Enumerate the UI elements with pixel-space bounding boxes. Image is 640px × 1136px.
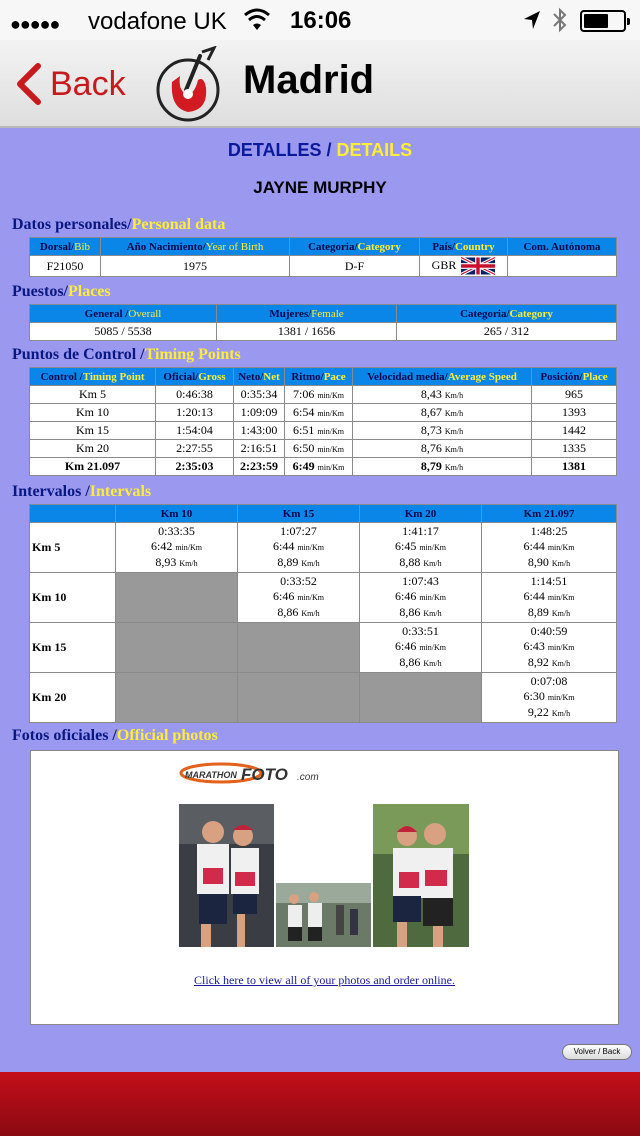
- column-header-empty: [30, 505, 116, 523]
- gross-time: 0:46:38: [156, 386, 234, 404]
- interval-cell: 0:07:08 6:30 min/Km 9,22 Km/h: [482, 673, 617, 723]
- bluetooth-icon: [552, 7, 568, 33]
- interval-speed: 8,88: [399, 555, 421, 569]
- details-heading-es: DETALLES: [227, 140, 322, 160]
- column-header: Km 21.097: [482, 505, 617, 523]
- interval-time: 0:40:59: [530, 624, 568, 638]
- section-title-en: Timing Points: [144, 346, 241, 363]
- interval-pace: 6:45: [394, 539, 417, 553]
- official-photos-panel: [30, 750, 619, 1025]
- interval-time: 0:07:08: [530, 674, 568, 688]
- interval-speed: 8,86: [399, 655, 421, 669]
- back-label: Back: [50, 64, 126, 103]
- interval-pace: 6:30: [523, 689, 545, 703]
- section-title-timing-points: [12, 346, 241, 364]
- net-time: 0:35:34: [234, 386, 285, 404]
- interval-cell: 1:07:27 6:44 min/Km 8,89 Km/h: [238, 523, 360, 573]
- column-header: Categoria/Category: [290, 238, 420, 256]
- interval-pace: 6:42: [150, 539, 173, 553]
- battery-icon: [580, 10, 626, 32]
- interval-time: 1:07:27: [280, 524, 317, 538]
- gross-time: 2:27:55: [156, 440, 234, 458]
- logo-text-marathon: MARATHON: [185, 770, 237, 780]
- pace-cell: 6:51 min/Km: [285, 422, 353, 440]
- interval-row-label: Km 15: [30, 623, 116, 673]
- column-header: Dorsal/Bib: [30, 238, 101, 256]
- section-title-es: Puntos de Control /: [12, 346, 145, 363]
- column-header: General /Overall: [30, 305, 217, 323]
- bib-value: F21050: [30, 256, 101, 277]
- interval-row-label: Km 5: [30, 523, 116, 573]
- section-title-en: Official photos: [116, 727, 218, 744]
- interval-pace: 6:43: [523, 639, 545, 653]
- country-cell: [420, 256, 508, 277]
- interval-speed: 8,89: [527, 605, 549, 619]
- logo-text-com: .com: [297, 772, 319, 783]
- interval-cell-empty: [116, 573, 238, 623]
- column-header: Categoria/Category: [397, 305, 617, 323]
- runner-name: JAYNE MURPHY: [253, 178, 387, 197]
- net-time: 1:09:09: [234, 404, 285, 422]
- interval-row-label: Km 20: [30, 673, 116, 723]
- section-title-official-photos: [12, 727, 218, 745]
- carrier-name: vodafone UK: [88, 8, 227, 35]
- status-bar: [0, 0, 640, 40]
- interval-cell: 1:07:43 6:46 min/Km 8,86 Km/h: [360, 573, 482, 623]
- uk-flag-icon: [461, 256, 495, 276]
- interval-row-label: Km 10: [30, 573, 116, 623]
- photo-image: [373, 804, 469, 947]
- category-place-value: 265 / 312: [397, 323, 617, 341]
- timing-point: Km 10: [30, 404, 156, 422]
- section-title-places: [12, 283, 111, 301]
- table-row: [30, 440, 617, 458]
- column-header: País/Country: [420, 238, 508, 256]
- logo-text-foto: FOTO: [241, 765, 288, 784]
- navigation-bar: [0, 40, 640, 128]
- app-logo-icon: [152, 46, 228, 126]
- interval-pace: 6:46: [394, 589, 417, 603]
- place-value: 1381: [532, 458, 617, 476]
- table-row: [30, 623, 617, 673]
- column-header: Ritmo/Pace: [285, 368, 353, 386]
- section-title-es: Fotos oficiales /: [12, 727, 117, 744]
- interval-time: 1:07:43: [402, 574, 439, 588]
- interval-cell-empty: [116, 673, 238, 723]
- timing-point: Km 21.097: [30, 458, 156, 476]
- interval-time: 1:41:17: [402, 524, 439, 538]
- interval-cell: 0:33:51 6:46 min/Km 8,86 Km/h: [360, 623, 482, 673]
- speed-cell: 8,43 Km/h: [353, 386, 532, 404]
- gross-time: 2:35:03: [156, 458, 234, 476]
- pace-cell: 6:54 min/Km: [285, 404, 353, 422]
- bottom-bar: [0, 1072, 640, 1136]
- race-photo-3[interactable]: [373, 804, 469, 947]
- place-value: 1393: [532, 404, 617, 422]
- section-title-en: Places: [68, 283, 111, 300]
- interval-time: 1:48:25: [530, 524, 568, 538]
- interval-cell-empty: [238, 673, 360, 723]
- personal-data-table: [29, 237, 617, 277]
- table-header-row: [30, 238, 617, 256]
- timing-point: Km 15: [30, 422, 156, 440]
- interval-pace: 6:46: [394, 639, 417, 653]
- table-row: [30, 323, 617, 341]
- interval-cell-empty: [238, 623, 360, 673]
- column-header: Año Nacimiento/Year of Birth: [101, 238, 290, 256]
- speed-cell: 8,73 Km/h: [353, 422, 532, 440]
- places-table: [29, 304, 617, 341]
- table-row: [30, 523, 617, 573]
- category-value: D-F: [290, 256, 420, 277]
- column-header: Neto/Net: [234, 368, 285, 386]
- gross-time: 1:54:04: [156, 422, 234, 440]
- place-value: 965: [532, 386, 617, 404]
- column-header: Mujeres/Female: [217, 305, 397, 323]
- interval-pace: 6:46: [272, 589, 295, 603]
- chevron-left-icon: [14, 62, 42, 106]
- back-button[interactable]: [14, 60, 126, 108]
- wifi-icon: [243, 8, 271, 32]
- interval-cell: 1:14:51 6:44 min/Km 8,89 Km/h: [482, 573, 617, 623]
- table-row-finish: [30, 458, 617, 476]
- interval-cell: 1:41:17 6:45 min/Km 8,88 Km/h: [360, 523, 482, 573]
- net-time: 2:16:51: [234, 440, 285, 458]
- volver-back-button[interactable]: Volver / Back: [562, 1044, 632, 1060]
- section-title-es: Datos personales/: [12, 216, 132, 233]
- column-header: Km 10: [116, 505, 238, 523]
- interval-cell: 0:33:35 6:42 min/Km 8,93 Km/h: [116, 523, 238, 573]
- table-row: [30, 673, 617, 723]
- table-row: [30, 386, 617, 404]
- interval-speed: 8,86: [399, 605, 421, 619]
- birth-year-value: 1975: [101, 256, 290, 277]
- column-header: Velocidad media/Average Speed: [353, 368, 532, 386]
- photo-image: [276, 883, 371, 947]
- column-header: Posición/Place: [532, 368, 617, 386]
- timing-point: Km 20: [30, 440, 156, 458]
- table-header-row: [30, 305, 617, 323]
- interval-pace: 6:44: [523, 539, 545, 553]
- table-header-row: [30, 505, 617, 523]
- overall-place-value: 5085 / 5538: [30, 323, 217, 341]
- table-header-row: [30, 368, 617, 386]
- section-title-personal-data: [12, 216, 225, 234]
- interval-cell: 0:33:52 6:46 min/Km 8,86 Km/h: [238, 573, 360, 623]
- page-title: Madrid: [243, 58, 375, 102]
- net-time: 1:43:00: [234, 422, 285, 440]
- female-place-value: 1381 / 1656: [217, 323, 397, 341]
- table-row: [30, 573, 617, 623]
- place-value: 1442: [532, 422, 617, 440]
- table-row: [30, 256, 617, 277]
- net-time: 2:23:59: [234, 458, 285, 476]
- view-photos-link[interactable]: Click here to view all of your photos and order online.: [194, 973, 455, 987]
- interval-time: 1:14:51: [530, 574, 568, 588]
- details-heading: [0, 140, 640, 161]
- section-title-es: Puestos/: [12, 283, 68, 300]
- table-row: [30, 404, 617, 422]
- interval-cell: 0:40:59 6:43 min/Km 8,92 Km/h: [482, 623, 617, 673]
- marathonfoto-logo[interactable]: [179, 759, 341, 787]
- section-title-en: Personal data: [131, 216, 226, 233]
- region-value: [508, 256, 617, 277]
- details-heading-sep: /: [321, 140, 337, 160]
- speed-cell: 8,67 Km/h: [353, 404, 532, 422]
- race-photo-2[interactable]: [276, 883, 371, 947]
- intervals-table: [29, 504, 617, 723]
- table-row: [30, 422, 617, 440]
- interval-speed: 8,89: [277, 555, 299, 569]
- location-arrow-icon: [522, 9, 542, 31]
- column-header: Control /Timing Point: [30, 368, 156, 386]
- interval-pace: 6:44: [523, 589, 545, 603]
- interval-cell: 1:48:25 6:44 min/Km 8,90 Km/h: [482, 523, 617, 573]
- interval-time: 0:33:35: [158, 524, 195, 538]
- interval-time: 0:33:52: [280, 574, 317, 588]
- section-title-intervals: [12, 483, 151, 501]
- column-header: Km 15: [238, 505, 360, 523]
- photo-image: [179, 804, 274, 947]
- country-value: GBR: [431, 257, 457, 272]
- speed-cell: 8,79 Km/h: [353, 458, 532, 476]
- interval-speed: 8,93: [155, 555, 177, 569]
- clock: 16:06: [290, 7, 352, 34]
- interval-speed: 8,90: [527, 555, 549, 569]
- speed-cell: 8,76 Km/h: [353, 440, 532, 458]
- interval-speed: 8,86: [277, 605, 299, 619]
- race-details-content: [0, 130, 640, 1070]
- pace-cell: 6:50 min/Km: [285, 440, 353, 458]
- pace-cell: 7:06 min/Km: [285, 386, 353, 404]
- timing-points-table: [29, 367, 617, 476]
- section-title-en: Intervals: [89, 483, 152, 500]
- interval-cell-empty: [360, 673, 482, 723]
- pace-cell: 6:49 min/Km: [285, 458, 353, 476]
- timing-point: Km 5: [30, 386, 156, 404]
- interval-pace: 6:44: [272, 539, 295, 553]
- signal-strength-icon: ●●●●●: [10, 14, 60, 34]
- interval-cell-empty: [116, 623, 238, 673]
- interval-speed: 8,92: [527, 655, 549, 669]
- place-value: 1335: [532, 440, 617, 458]
- column-header: Com. Autónoma: [508, 238, 617, 256]
- column-header: Km 20: [360, 505, 482, 523]
- section-title-es: Intervalos /: [12, 483, 90, 500]
- interval-time: 0:33:51: [402, 624, 439, 638]
- race-photo-1[interactable]: [179, 804, 274, 947]
- details-heading-en: DETAILS: [336, 140, 413, 160]
- interval-speed: 9,22: [527, 705, 549, 719]
- gross-time: 1:20:13: [156, 404, 234, 422]
- column-header: Oficial/Gross: [156, 368, 234, 386]
